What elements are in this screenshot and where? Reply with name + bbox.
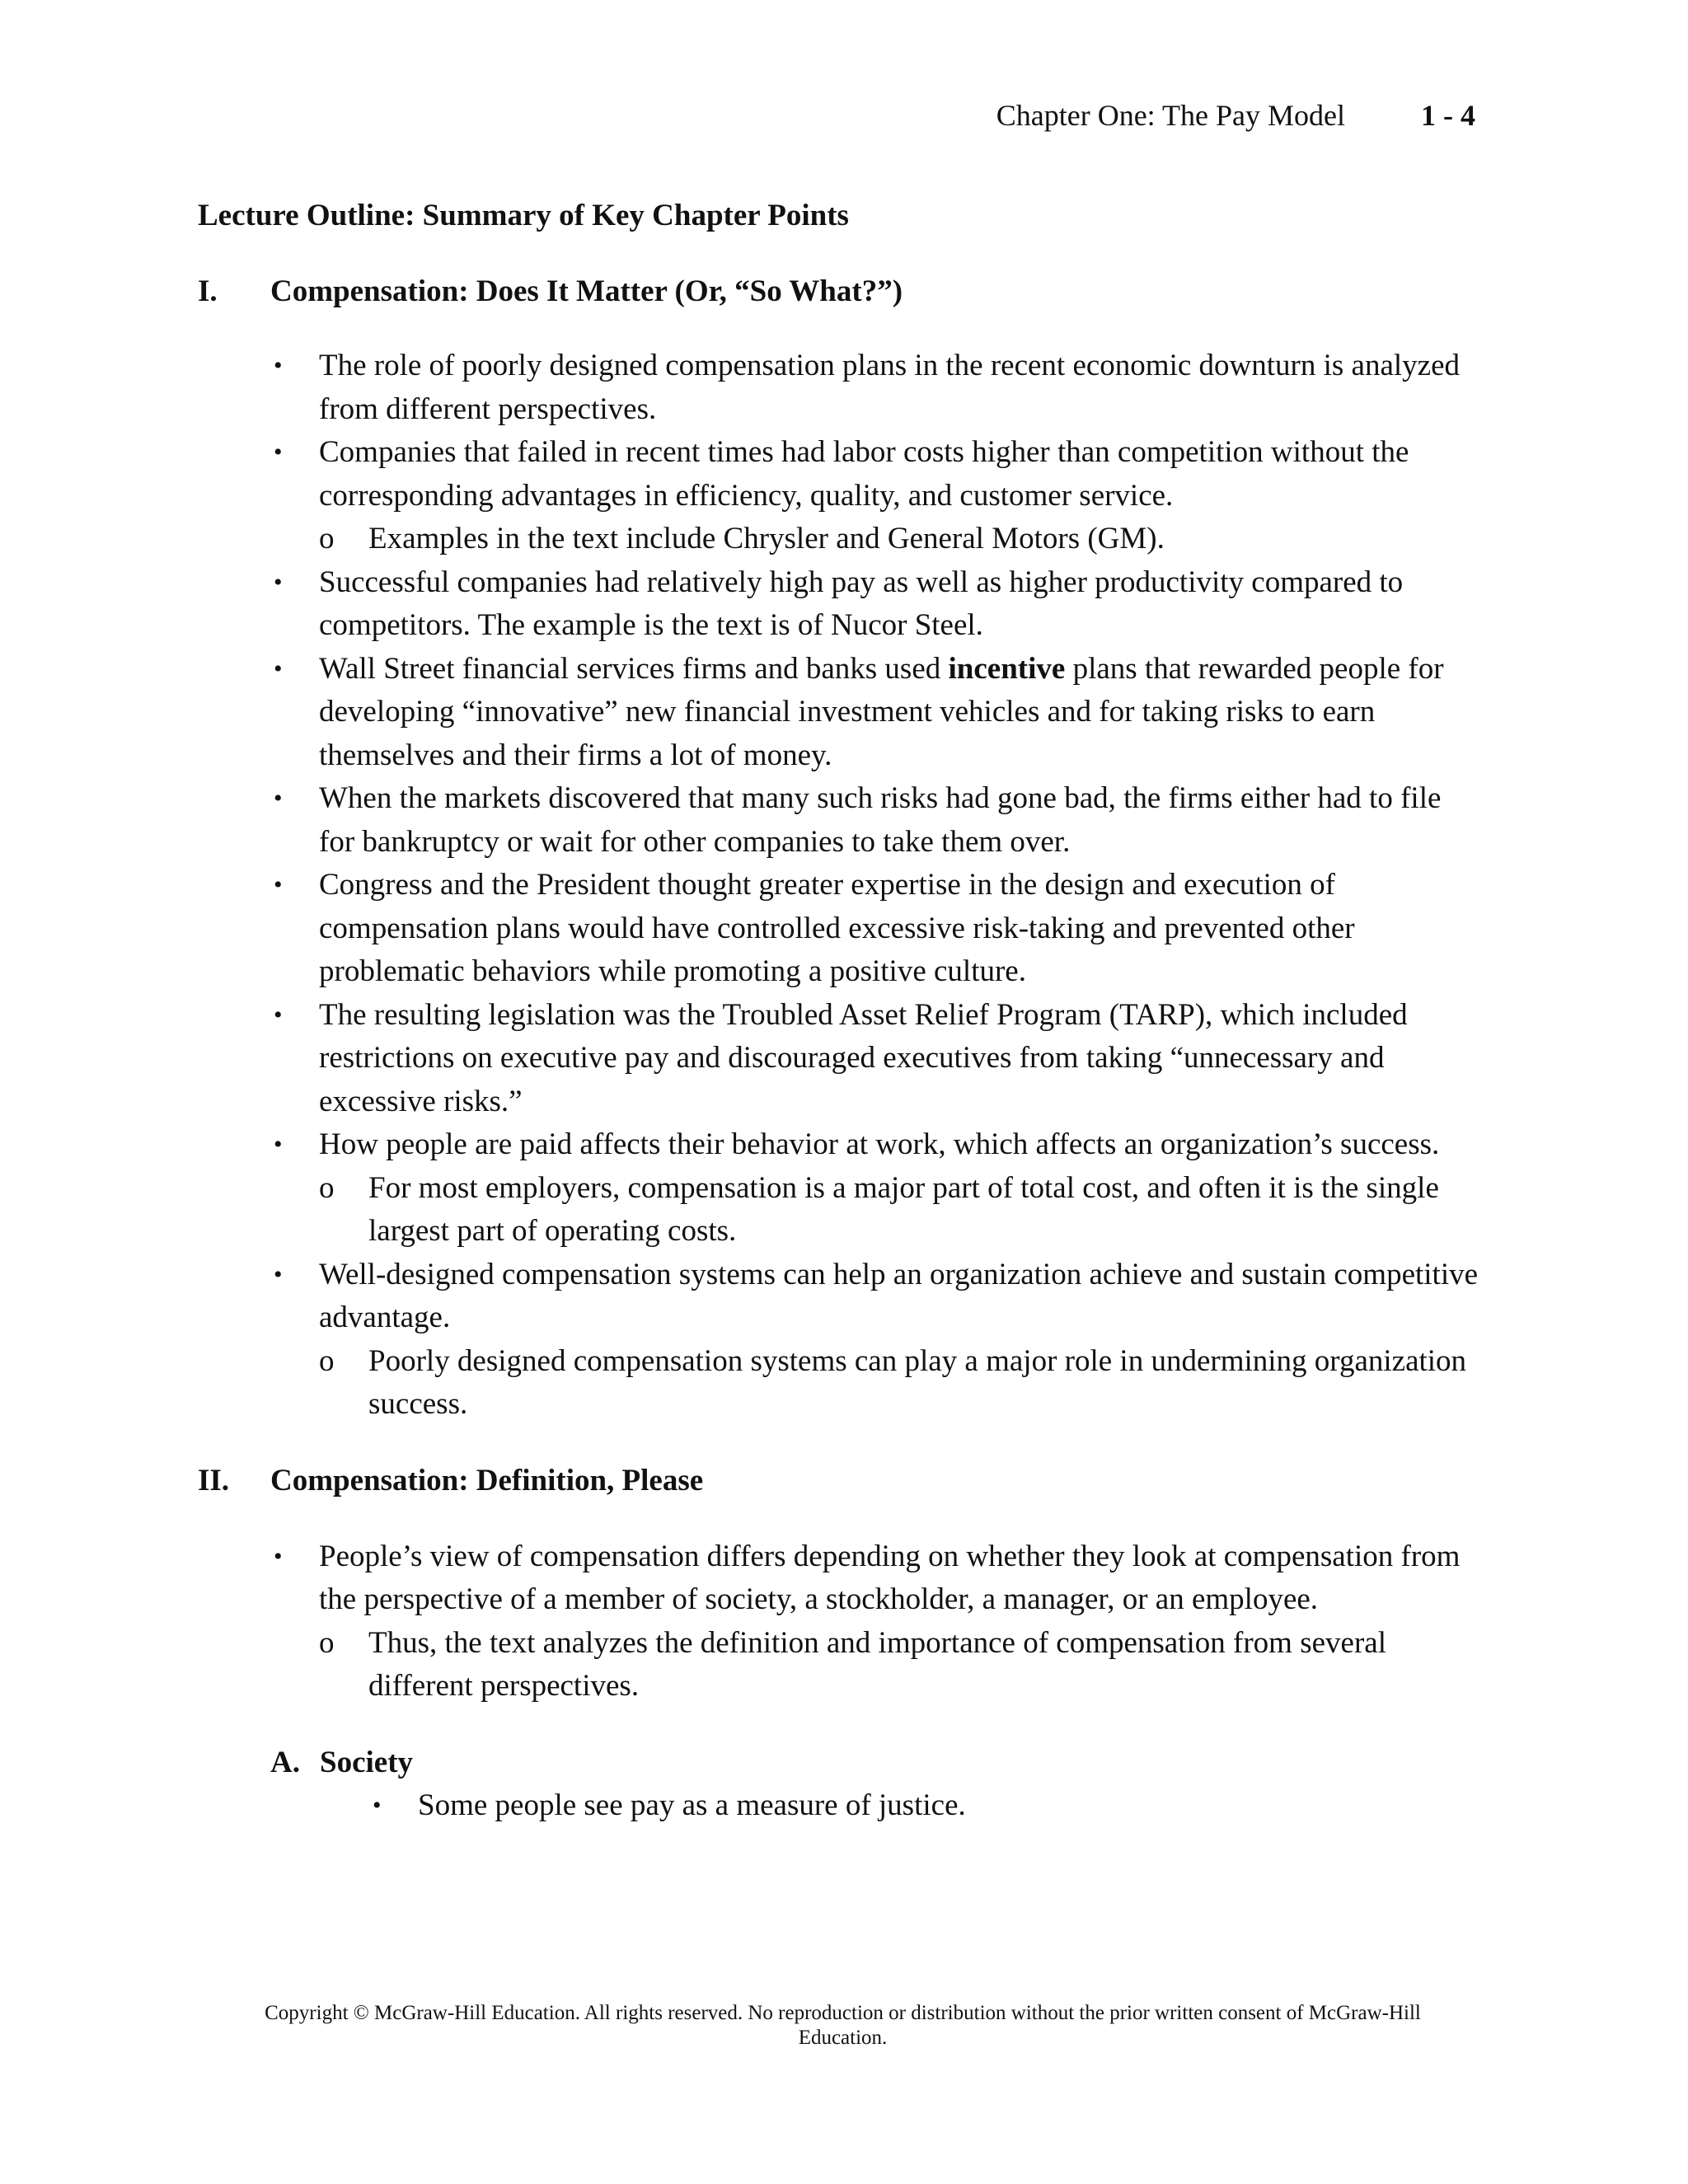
- sub-list-item: [319, 518, 1484, 561]
- bullet-icon: •: [274, 1131, 283, 1158]
- section-title: Compensation: Definition, Please: [270, 1463, 704, 1497]
- bullet-text: Wall Street financial services firms and banks used: [319, 651, 949, 686]
- list-item: [198, 777, 1484, 864]
- sub-bullet-text: Poorly designed compensation systems can play a major role in undermining organization success.: [368, 1343, 1467, 1421]
- bullet-icon: •: [274, 1001, 283, 1029]
- main-content: [198, 194, 1484, 1827]
- section-1-bullets: [198, 344, 1484, 1427]
- sub-bullet-icon: o: [319, 1343, 335, 1378]
- bullet-text: How people are paid affects their behavior at work, which affects an organization’s success.: [319, 1127, 1440, 1161]
- bullet-text: The role of poorly designed compensation plans in the recent economic downturn is analyzed from different perspectives.: [319, 349, 1460, 426]
- outline-title: Lecture Outline: Summary of Key Chapter Points: [198, 199, 849, 232]
- bullet-icon: •: [274, 1260, 283, 1288]
- bullet-icon: •: [274, 654, 283, 682]
- sub-bullet-icon: o: [319, 522, 335, 555]
- section-title: Compensation: Does It Matter (Or, “So What?”): [270, 274, 903, 308]
- section-number: II.: [198, 1463, 230, 1497]
- sub-bullet-text: Examples in the text include Chrysler and General Motors (GM).: [368, 522, 1165, 555]
- section-heading-2: [198, 1460, 1484, 1502]
- bullet-icon: •: [274, 438, 283, 466]
- list-item: [198, 1123, 1484, 1254]
- subsection-letter: A.: [270, 1745, 300, 1779]
- list-item: [198, 344, 1484, 431]
- sub-bullet-icon: o: [319, 1170, 335, 1205]
- list-item: [198, 1254, 1484, 1427]
- bullet-icon: •: [274, 568, 283, 596]
- bullet-text: Congress and the President thought greater expertise in the design and execution of compensation plans would have controlled excessive risk-taking and prevented other problematic behaviors while promoting a positive culture.: [319, 868, 1355, 988]
- bullet-text: When the markets discovered that many such risks had gone bad, the firms either had to file for bankruptcy or wait for other companies to take them over.: [319, 781, 1442, 859]
- sub-bullet-text: Thus, the text analyzes the definition and importance of compensation from several different perspectives.: [368, 1625, 1386, 1703]
- sub-list-item: [319, 1167, 1484, 1254]
- subsection-heading: [270, 1741, 1484, 1784]
- bullet-text: The resulting legislation was the Troubled Asset Relief Program (TARP), which included restrictions on executive pay and discouraged executives from taking “unnecessary and excessive risks.”: [319, 997, 1408, 1118]
- bullet-text: Some people see pay as a measure of justice.: [418, 1788, 966, 1822]
- copyright-footer: [198, 2001, 1488, 2050]
- list-item: [198, 431, 1484, 561]
- sub-bullet-icon: o: [319, 1625, 335, 1660]
- list-item: [198, 648, 1484, 778]
- chapter-title: Chapter One: The Pay Model: [996, 99, 1345, 132]
- list-item: [198, 1784, 1484, 1828]
- bullet-icon: •: [274, 785, 283, 812]
- sub-list-item: [319, 1622, 1484, 1708]
- section-number: I.: [198, 274, 218, 308]
- copyright-line-2: Education.: [798, 2027, 888, 2049]
- list-item: [198, 1535, 1484, 1708]
- bullet-text: People’s view of compensation differs depending on whether they look at compensation from the perspective of a member of society, a stockholder, a manager, or an employee.: [319, 1539, 1461, 1616]
- bullet-icon: •: [274, 1542, 283, 1570]
- subsection-bullets: [198, 1784, 1484, 1828]
- subsection-society: [270, 1741, 1484, 1828]
- section-2-bullets: [198, 1535, 1484, 1708]
- sub-list-item: [319, 1340, 1484, 1427]
- bold-term: incentive: [948, 651, 1066, 686]
- bullet-icon: •: [274, 871, 283, 898]
- bullet-text: Successful companies had relatively high pay as well as higher productivity compared to competitors. The example is the text is of Nucor Steel.: [319, 565, 1404, 642]
- page-number: 1 - 4: [1421, 99, 1475, 132]
- page-header: [996, 97, 1475, 134]
- subsection-title: Society: [320, 1745, 414, 1779]
- bullet-text: Companies that failed in recent times had labor costs higher than competition without the corresponding advantages in efficiency, quality, and customer service.: [319, 435, 1409, 513]
- bullet-icon: •: [373, 1791, 382, 1819]
- bullet-text-continued: plans that rewarded people for developing “innovative” new financial investment vehicles and for taking risks to earn themselves and their firms a lot of money.: [319, 651, 1444, 772]
- list-item: [198, 561, 1484, 648]
- bullet-icon: •: [274, 352, 283, 379]
- bullet-text: Well-designed compensation systems can help an organization achieve and sustain competitive advantage.: [319, 1257, 1479, 1334]
- list-item: [198, 864, 1484, 994]
- copyright-line-1: Copyright © McGraw-Hill Education. All rights reserved. No reproduction or distribution without the prior written consent of McGraw-Hill: [265, 2002, 1421, 2024]
- section-heading-1: [198, 270, 1484, 313]
- list-item: [198, 994, 1484, 1124]
- sub-bullet-text: For most employers, compensation is a major part of total cost, and often it is the single largest part of operating costs.: [368, 1170, 1439, 1248]
